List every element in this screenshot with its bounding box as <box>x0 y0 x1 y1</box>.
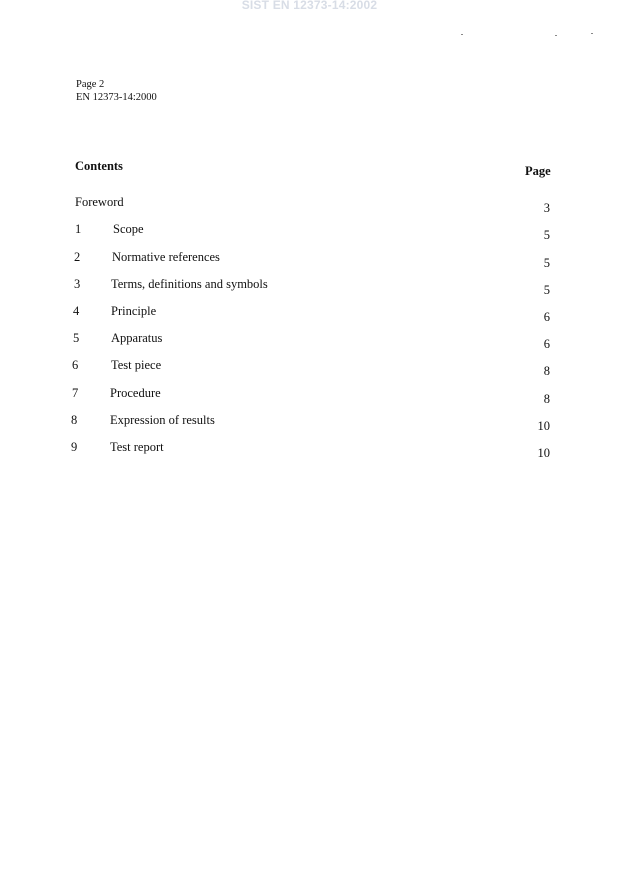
toc-title: Procedure <box>110 386 161 400</box>
toc-page-number: 6 <box>543 310 550 324</box>
toc-title: Test report <box>110 440 164 454</box>
toc-number: 1 <box>75 222 82 236</box>
toc-number: 4 <box>73 304 80 318</box>
toc-page-number: 10 <box>537 446 550 460</box>
toc-entry <box>0 250 619 268</box>
toc-title: Normative references <box>112 250 220 264</box>
toc-number: 6 <box>72 358 79 372</box>
toc-title: Terms, definitions and symbols <box>111 277 268 291</box>
toc-entry <box>0 304 619 322</box>
toc-title: Apparatus <box>111 331 163 345</box>
toc-page-number: 10 <box>537 419 550 433</box>
toc-page-number: 8 <box>543 364 550 378</box>
toc-number: 9 <box>71 440 78 454</box>
page-header <box>76 78 157 104</box>
toc-number: 8 <box>71 413 78 427</box>
toc-entry <box>0 195 619 213</box>
toc-page-number: 5 <box>543 283 550 297</box>
toc-entry <box>0 222 619 240</box>
toc-title: Test piece <box>111 358 162 372</box>
scan-speck <box>555 35 557 36</box>
toc-entry <box>0 277 619 295</box>
toc-number: 2 <box>74 250 81 264</box>
toc-title: Principle <box>111 304 157 318</box>
toc-page-number: 8 <box>543 392 550 406</box>
toc-entry <box>0 413 619 431</box>
page-label: Page 2 <box>76 79 105 90</box>
toc-page-number: 6 <box>543 337 550 351</box>
toc-page-number: 3 <box>543 201 550 215</box>
toc-title: Foreword <box>75 195 124 209</box>
toc-entry <box>0 440 619 458</box>
contents-heading: Contents <box>75 159 123 173</box>
toc-number: 7 <box>72 386 79 400</box>
toc-entry <box>0 358 619 376</box>
toc-title: Expression of results <box>110 413 215 427</box>
toc-number: 5 <box>73 331 80 345</box>
toc-page-number: 5 <box>543 256 550 270</box>
scan-speck <box>461 34 463 35</box>
watermark: SIST EN 12373-14:2002 <box>241 0 378 12</box>
toc-entry <box>0 331 619 349</box>
document-id: EN 12373-14:2000 <box>76 92 157 103</box>
page-column-heading: Page <box>525 164 551 178</box>
toc-page-number: 5 <box>543 228 550 242</box>
toc-entry <box>0 386 619 404</box>
toc-title: Scope <box>113 222 144 236</box>
scan-speck <box>591 33 593 34</box>
toc-number: 3 <box>74 277 81 291</box>
